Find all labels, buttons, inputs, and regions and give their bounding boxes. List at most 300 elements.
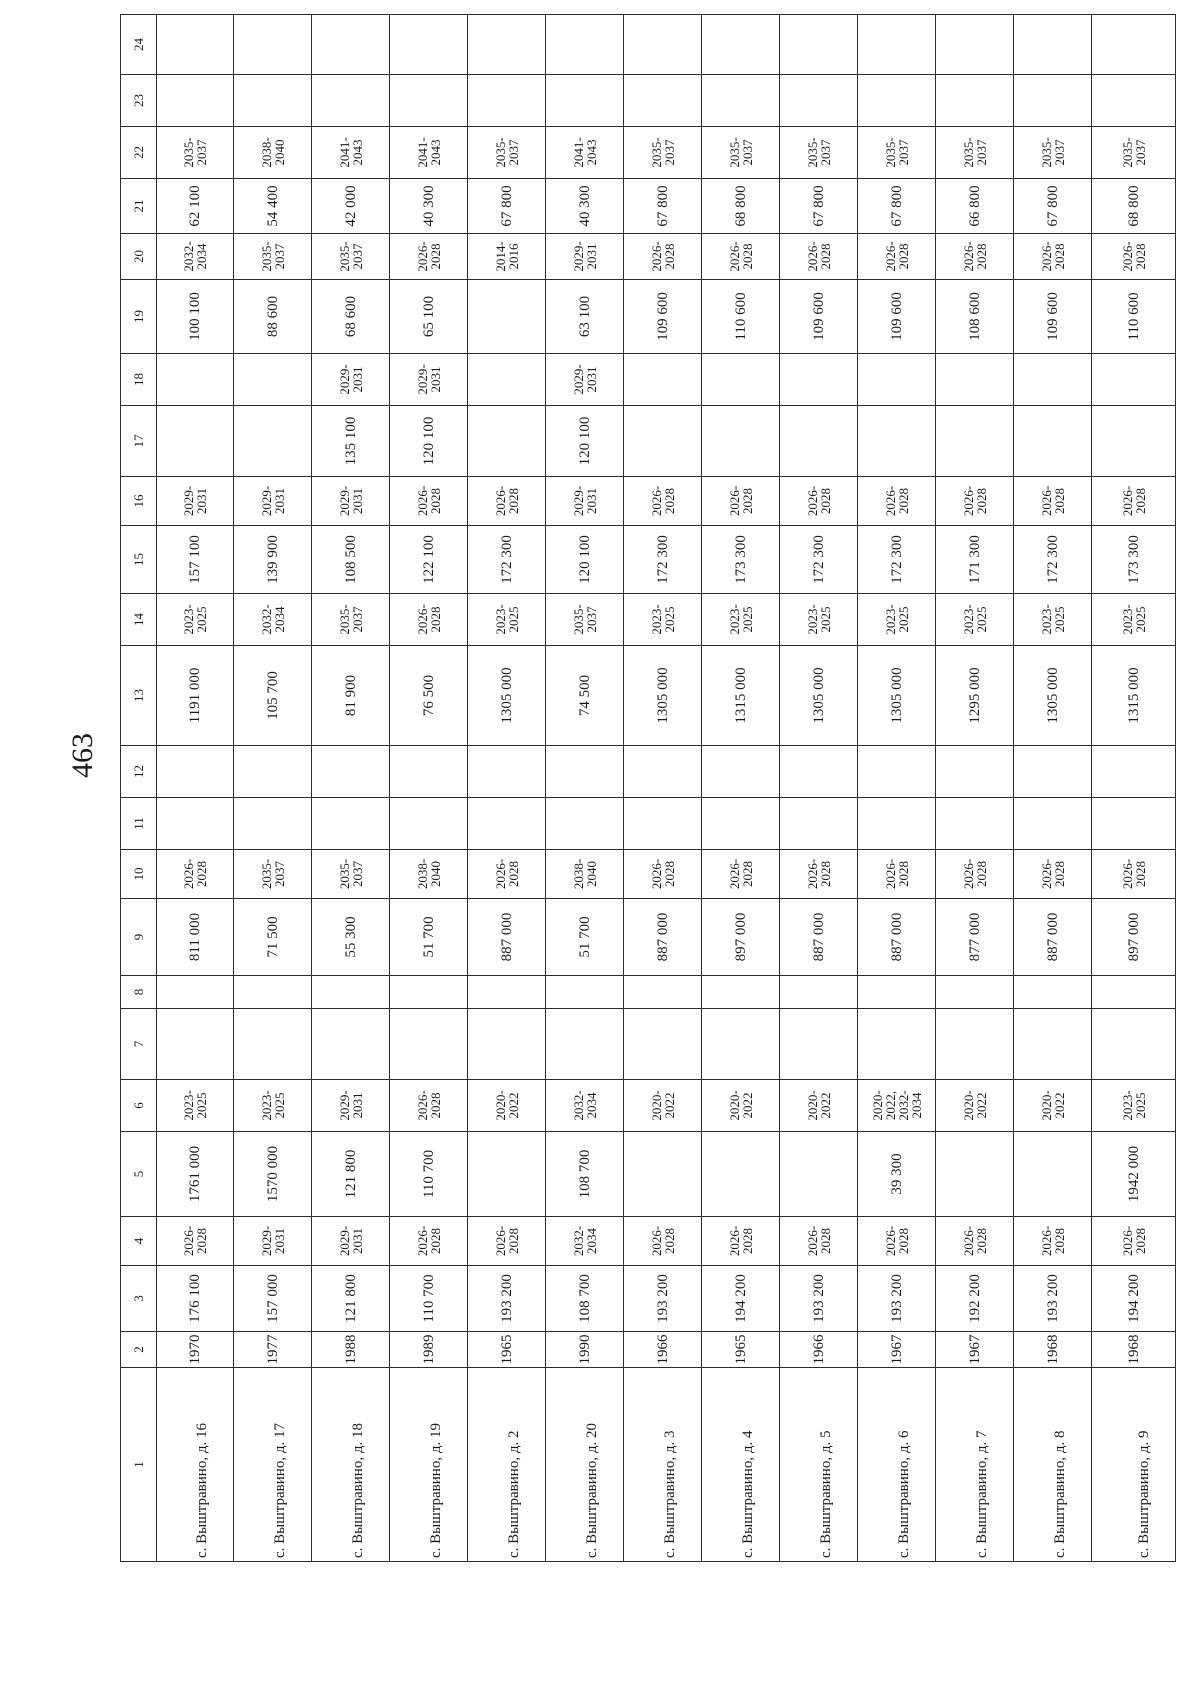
- column-number-19: 19: [121, 280, 157, 354]
- period-cell: 2029- 2031: [546, 354, 624, 406]
- value-cell: 1968: [1092, 1332, 1176, 1368]
- value-cell: 121 800: [312, 1132, 390, 1217]
- value-cell: 1988: [312, 1332, 390, 1368]
- empty-cell: [468, 75, 546, 127]
- value-cell: 120 100: [390, 406, 468, 477]
- address-cell: с. Выштравино, д. 17: [234, 1368, 312, 1562]
- value-cell: 65 100: [390, 280, 468, 354]
- value-cell: 108 700: [546, 1132, 624, 1217]
- value-cell: 108 700: [546, 1266, 624, 1332]
- period-cell: 2023- 2025: [624, 594, 702, 646]
- empty-cell: [936, 406, 1014, 477]
- value-cell: 887 000: [1014, 899, 1092, 976]
- period-cell: 2023- 2025: [468, 594, 546, 646]
- empty-cell: [780, 746, 858, 798]
- empty-cell: [936, 15, 1014, 75]
- value-cell: 1305 000: [858, 646, 936, 746]
- period-cell: 2026- 2028: [780, 850, 858, 899]
- value-cell: 71 500: [234, 899, 312, 976]
- period-cell: 2035- 2037: [234, 850, 312, 899]
- value-cell: 157 100: [157, 526, 234, 594]
- value-cell: 122 100: [390, 526, 468, 594]
- period-cell: 2026- 2028: [858, 850, 936, 899]
- value-cell: 67 800: [624, 179, 702, 234]
- value-cell: 1761 000: [157, 1132, 234, 1217]
- value-cell: 877 000: [936, 899, 1014, 976]
- address-cell: с. Выштравино, д. 19: [390, 1368, 468, 1562]
- empty-cell: [780, 1009, 858, 1080]
- value-cell: 63 100: [546, 280, 624, 354]
- table-row: [468, 15, 546, 1562]
- period-cell: 2023- 2025: [858, 594, 936, 646]
- empty-cell: [936, 746, 1014, 798]
- period-cell: 2026- 2028: [702, 1217, 780, 1266]
- period-cell: 2020- 2022: [780, 1080, 858, 1132]
- column-number-22: 22: [121, 127, 157, 179]
- value-cell: 1295 000: [936, 646, 1014, 746]
- empty-cell: [390, 1009, 468, 1080]
- period-cell: 2026- 2028: [468, 477, 546, 526]
- period-cell: 2026- 2028: [1092, 850, 1176, 899]
- period-cell: 2029- 2031: [312, 1217, 390, 1266]
- empty-cell: [157, 75, 234, 127]
- value-cell: 54 400: [234, 179, 312, 234]
- empty-cell: [780, 976, 858, 1009]
- period-cell: 2026- 2028: [780, 1217, 858, 1266]
- empty-cell: [1014, 1132, 1092, 1217]
- period-cell: 2023- 2025: [157, 594, 234, 646]
- empty-cell: [1092, 1009, 1176, 1080]
- period-cell: 2026- 2028: [936, 234, 1014, 280]
- column-number-3: 3: [121, 1266, 157, 1332]
- empty-cell: [390, 976, 468, 1009]
- value-cell: 40 300: [390, 179, 468, 234]
- value-cell: 1305 000: [1014, 646, 1092, 746]
- empty-cell: [234, 976, 312, 1009]
- value-cell: 1570 000: [234, 1132, 312, 1217]
- value-cell: 173 300: [1092, 526, 1176, 594]
- period-cell: 2032- 2034: [234, 594, 312, 646]
- empty-cell: [780, 75, 858, 127]
- empty-cell: [157, 798, 234, 850]
- period-cell: 2029- 2031: [312, 1080, 390, 1132]
- period-cell: 2029- 2031: [546, 477, 624, 526]
- table-row: [390, 15, 468, 1562]
- empty-cell: [468, 746, 546, 798]
- empty-cell: [157, 406, 234, 477]
- empty-cell: [936, 798, 1014, 850]
- period-cell: 2020- 2022: [1014, 1080, 1092, 1132]
- period-cell: 2029- 2031: [234, 1217, 312, 1266]
- empty-cell: [858, 798, 936, 850]
- period-cell: 2026- 2028: [702, 234, 780, 280]
- period-cell: 2026- 2028: [390, 234, 468, 280]
- period-cell: 2020- 2022: [702, 1080, 780, 1132]
- empty-cell: [702, 798, 780, 850]
- empty-cell: [624, 354, 702, 406]
- period-cell: 2023- 2025: [936, 594, 1014, 646]
- empty-cell: [624, 976, 702, 1009]
- value-cell: 66 800: [936, 179, 1014, 234]
- empty-cell: [468, 1132, 546, 1217]
- value-cell: 1966: [780, 1332, 858, 1368]
- empty-cell: [234, 746, 312, 798]
- period-cell: 2026- 2028: [468, 850, 546, 899]
- value-cell: 100 100: [157, 280, 234, 354]
- empty-cell: [546, 1009, 624, 1080]
- period-cell: 2020- 2022: [624, 1080, 702, 1132]
- period-cell: 2026- 2028: [1092, 234, 1176, 280]
- period-cell: 2026- 2028: [1014, 850, 1092, 899]
- period-cell: 2026- 2028: [780, 477, 858, 526]
- value-cell: 42 000: [312, 179, 390, 234]
- period-cell: 2026- 2028: [390, 1080, 468, 1132]
- empty-cell: [702, 976, 780, 1009]
- empty-cell: [390, 15, 468, 75]
- address-cell: с. Выштравино, д. 20: [546, 1368, 624, 1562]
- value-cell: 110 700: [390, 1266, 468, 1332]
- period-cell: 2026- 2028: [624, 477, 702, 526]
- period-cell: 2035- 2037: [468, 127, 546, 179]
- period-cell: 2026- 2028: [624, 1217, 702, 1266]
- empty-cell: [702, 1132, 780, 1217]
- value-cell: 51 700: [390, 899, 468, 976]
- value-cell: 887 000: [858, 899, 936, 976]
- period-cell: 2026- 2028: [624, 234, 702, 280]
- empty-cell: [702, 75, 780, 127]
- empty-cell: [390, 75, 468, 127]
- column-number-13: 13: [121, 646, 157, 746]
- period-cell: 2029- 2031: [312, 354, 390, 406]
- empty-cell: [1014, 746, 1092, 798]
- period-cell: 2026- 2028: [1092, 1217, 1176, 1266]
- period-cell: 2026- 2028: [624, 850, 702, 899]
- empty-cell: [858, 15, 936, 75]
- address-cell: с. Выштравино, д. 18: [312, 1368, 390, 1562]
- column-number-21: 21: [121, 179, 157, 234]
- period-cell: 2035- 2037: [1014, 127, 1092, 179]
- column-number-1: 1: [121, 1368, 157, 1562]
- column-number-2: 2: [121, 1332, 157, 1368]
- empty-cell: [234, 15, 312, 75]
- empty-cell: [702, 406, 780, 477]
- value-cell: 109 600: [624, 280, 702, 354]
- empty-cell: [234, 75, 312, 127]
- value-cell: 1977: [234, 1332, 312, 1368]
- period-cell: 2023- 2025: [1092, 1080, 1176, 1132]
- value-cell: 172 300: [1014, 526, 1092, 594]
- table-row: [702, 15, 780, 1562]
- period-cell: 2026- 2028: [157, 1217, 234, 1266]
- empty-cell: [1014, 15, 1092, 75]
- empty-cell: [546, 15, 624, 75]
- empty-cell: [234, 406, 312, 477]
- column-number-5: 5: [121, 1132, 157, 1217]
- empty-cell: [702, 1009, 780, 1080]
- column-number-7: 7: [121, 1009, 157, 1080]
- table-row: [624, 15, 702, 1562]
- address-cell: с. Выштравино, д. 9: [1092, 1368, 1176, 1562]
- table-row: [780, 15, 858, 1562]
- period-cell: 2029- 2031: [546, 234, 624, 280]
- value-cell: 1966: [624, 1332, 702, 1368]
- period-cell: 2026- 2028: [936, 850, 1014, 899]
- value-cell: 1967: [936, 1332, 1014, 1368]
- value-cell: 887 000: [624, 899, 702, 976]
- empty-cell: [468, 280, 546, 354]
- column-number-8: 8: [121, 976, 157, 1009]
- period-cell: 2026- 2028: [858, 234, 936, 280]
- period-cell: 2026- 2028: [858, 1217, 936, 1266]
- period-cell: 2026- 2028: [390, 1217, 468, 1266]
- value-cell: 105 700: [234, 646, 312, 746]
- value-cell: 121 800: [312, 1266, 390, 1332]
- value-cell: 172 300: [468, 526, 546, 594]
- empty-cell: [1092, 15, 1176, 75]
- value-cell: 172 300: [624, 526, 702, 594]
- period-cell: 2035- 2037: [312, 850, 390, 899]
- rotated-table-frame: [120, 38, 1175, 1562]
- empty-cell: [624, 798, 702, 850]
- value-cell: 897 000: [1092, 899, 1176, 976]
- value-cell: 887 000: [468, 899, 546, 976]
- period-cell: 2026- 2028: [936, 1217, 1014, 1266]
- column-number-10: 10: [121, 850, 157, 899]
- value-cell: 194 200: [702, 1266, 780, 1332]
- column-number-15: 15: [121, 526, 157, 594]
- period-cell: 2026- 2028: [157, 850, 234, 899]
- period-cell: 2023- 2025: [157, 1080, 234, 1132]
- table-row: [936, 15, 1014, 1562]
- address-cell: с. Выштравино, д. 4: [702, 1368, 780, 1562]
- value-cell: 108 500: [312, 526, 390, 594]
- value-cell: 887 000: [780, 899, 858, 976]
- value-cell: 1990: [546, 1332, 624, 1368]
- period-cell: 2026- 2028: [390, 477, 468, 526]
- value-cell: 193 200: [858, 1266, 936, 1332]
- empty-cell: [468, 354, 546, 406]
- empty-cell: [157, 976, 234, 1009]
- empty-cell: [157, 1009, 234, 1080]
- period-cell: 2023- 2025: [702, 594, 780, 646]
- value-cell: 110 700: [390, 1132, 468, 1217]
- value-cell: 171 300: [936, 526, 1014, 594]
- period-cell: 2032- 2034: [546, 1217, 624, 1266]
- empty-cell: [546, 976, 624, 1009]
- empty-cell: [546, 746, 624, 798]
- period-cell: 2035- 2037: [157, 127, 234, 179]
- table-row: [157, 15, 234, 1562]
- period-cell: 2020- 2022, 2032- 2034: [858, 1080, 936, 1132]
- period-cell: 2026- 2028: [1014, 234, 1092, 280]
- value-cell: 62 100: [157, 179, 234, 234]
- empty-cell: [858, 1009, 936, 1080]
- value-cell: 811 000: [157, 899, 234, 976]
- empty-cell: [1014, 406, 1092, 477]
- value-cell: 120 100: [546, 526, 624, 594]
- empty-cell: [1092, 354, 1176, 406]
- address-cell: с. Выштравино, д. 3: [624, 1368, 702, 1562]
- value-cell: 1965: [468, 1332, 546, 1368]
- period-cell: 2020- 2022: [468, 1080, 546, 1132]
- empty-cell: [936, 75, 1014, 127]
- address-cell: с. Выштравино, д. 16: [157, 1368, 234, 1562]
- table-row: [312, 15, 390, 1562]
- value-cell: 40 300: [546, 179, 624, 234]
- table-row: [1092, 15, 1176, 1562]
- empty-cell: [1014, 798, 1092, 850]
- value-cell: 173 300: [702, 526, 780, 594]
- value-cell: 135 100: [312, 406, 390, 477]
- table-row: [1014, 15, 1092, 1562]
- period-cell: 2035- 2037: [312, 234, 390, 280]
- address-cell: с. Выштравино, д. 5: [780, 1368, 858, 1562]
- period-cell: 2038- 2040: [546, 850, 624, 899]
- period-cell: 2041- 2043: [390, 127, 468, 179]
- value-cell: 1965: [702, 1332, 780, 1368]
- column-number-11: 11: [121, 798, 157, 850]
- period-cell: 2035- 2037: [546, 594, 624, 646]
- value-cell: 67 800: [468, 179, 546, 234]
- capital-repair-table: [120, 14, 1176, 1562]
- empty-cell: [858, 354, 936, 406]
- column-number-17: 17: [121, 406, 157, 477]
- empty-cell: [468, 976, 546, 1009]
- period-cell: 2023- 2025: [234, 1080, 312, 1132]
- empty-cell: [312, 976, 390, 1009]
- table-row: [234, 15, 312, 1562]
- value-cell: 1305 000: [780, 646, 858, 746]
- value-cell: 74 500: [546, 646, 624, 746]
- column-number-20: 20: [121, 234, 157, 280]
- value-cell: 120 100: [546, 406, 624, 477]
- value-cell: 1191 000: [157, 646, 234, 746]
- empty-cell: [468, 15, 546, 75]
- empty-cell: [936, 1132, 1014, 1217]
- empty-cell: [780, 354, 858, 406]
- value-cell: 172 300: [780, 526, 858, 594]
- empty-cell: [468, 406, 546, 477]
- column-number-4: 4: [121, 1217, 157, 1266]
- period-cell: 2029- 2031: [234, 477, 312, 526]
- empty-cell: [312, 798, 390, 850]
- empty-cell: [1092, 75, 1176, 127]
- empty-cell: [1092, 406, 1176, 477]
- empty-cell: [858, 976, 936, 1009]
- empty-cell: [702, 746, 780, 798]
- column-number-24: 24: [121, 15, 157, 75]
- empty-cell: [390, 746, 468, 798]
- empty-cell: [1092, 798, 1176, 850]
- empty-cell: [624, 75, 702, 127]
- empty-cell: [157, 354, 234, 406]
- value-cell: 68 600: [312, 280, 390, 354]
- value-cell: 157 000: [234, 1266, 312, 1332]
- empty-cell: [702, 354, 780, 406]
- value-cell: 176 100: [157, 1266, 234, 1332]
- period-cell: 2035- 2037: [624, 127, 702, 179]
- value-cell: 109 600: [780, 280, 858, 354]
- period-cell: 2020- 2022: [936, 1080, 1014, 1132]
- period-cell: 2026- 2028: [1014, 1217, 1092, 1266]
- empty-cell: [234, 798, 312, 850]
- period-cell: 2032- 2034: [157, 234, 234, 280]
- value-cell: 109 600: [858, 280, 936, 354]
- period-cell: 2041- 2043: [546, 127, 624, 179]
- column-number-23: 23: [121, 75, 157, 127]
- value-cell: 110 600: [1092, 280, 1176, 354]
- value-cell: 67 800: [858, 179, 936, 234]
- value-cell: 1315 000: [1092, 646, 1176, 746]
- value-cell: 1970: [157, 1332, 234, 1368]
- value-cell: 193 200: [780, 1266, 858, 1332]
- value-cell: 67 800: [780, 179, 858, 234]
- period-cell: 2026- 2028: [390, 594, 468, 646]
- value-cell: 67 800: [1014, 179, 1092, 234]
- value-cell: 1315 000: [702, 646, 780, 746]
- empty-cell: [780, 406, 858, 477]
- empty-cell: [624, 1009, 702, 1080]
- value-cell: 76 500: [390, 646, 468, 746]
- empty-cell: [312, 1009, 390, 1080]
- empty-cell: [780, 798, 858, 850]
- empty-cell: [546, 75, 624, 127]
- value-cell: 68 800: [1092, 179, 1176, 234]
- period-cell: 2026- 2028: [936, 477, 1014, 526]
- period-cell: 2029- 2031: [390, 354, 468, 406]
- address-cell: с. Выштравино, д. 6: [858, 1368, 936, 1562]
- period-cell: 2026- 2028: [1092, 477, 1176, 526]
- table-row: [858, 15, 936, 1562]
- value-cell: 1968: [1014, 1332, 1092, 1368]
- empty-cell: [624, 746, 702, 798]
- value-cell: 1989: [390, 1332, 468, 1368]
- period-cell: 2023- 2025: [780, 594, 858, 646]
- empty-cell: [858, 406, 936, 477]
- column-number-16: 16: [121, 477, 157, 526]
- empty-cell: [312, 75, 390, 127]
- period-cell: 2038- 2040: [234, 127, 312, 179]
- column-number-18: 18: [121, 354, 157, 406]
- empty-cell: [936, 354, 1014, 406]
- empty-cell: [468, 798, 546, 850]
- period-cell: 2041- 2043: [312, 127, 390, 179]
- empty-cell: [858, 75, 936, 127]
- value-cell: 51 700: [546, 899, 624, 976]
- empty-cell: [702, 15, 780, 75]
- value-cell: 110 600: [702, 280, 780, 354]
- period-cell: 2035- 2037: [780, 127, 858, 179]
- period-cell: 2029- 2031: [312, 477, 390, 526]
- value-cell: 1967: [858, 1332, 936, 1368]
- period-cell: 2023- 2025: [1092, 594, 1176, 646]
- empty-cell: [624, 1132, 702, 1217]
- period-cell: 2026- 2028: [702, 850, 780, 899]
- empty-cell: [858, 746, 936, 798]
- period-cell: 2035- 2037: [858, 127, 936, 179]
- empty-cell: [936, 976, 1014, 1009]
- column-number-6: 6: [121, 1080, 157, 1132]
- period-cell: 2026- 2028: [702, 477, 780, 526]
- page-number: 463: [66, 733, 99, 778]
- empty-cell: [157, 746, 234, 798]
- value-cell: 897 000: [702, 899, 780, 976]
- value-cell: 81 900: [312, 646, 390, 746]
- address-cell: с. Выштравино, д. 7: [936, 1368, 1014, 1562]
- empty-cell: [780, 15, 858, 75]
- empty-cell: [1014, 354, 1092, 406]
- period-cell: 2014- 2016: [468, 234, 546, 280]
